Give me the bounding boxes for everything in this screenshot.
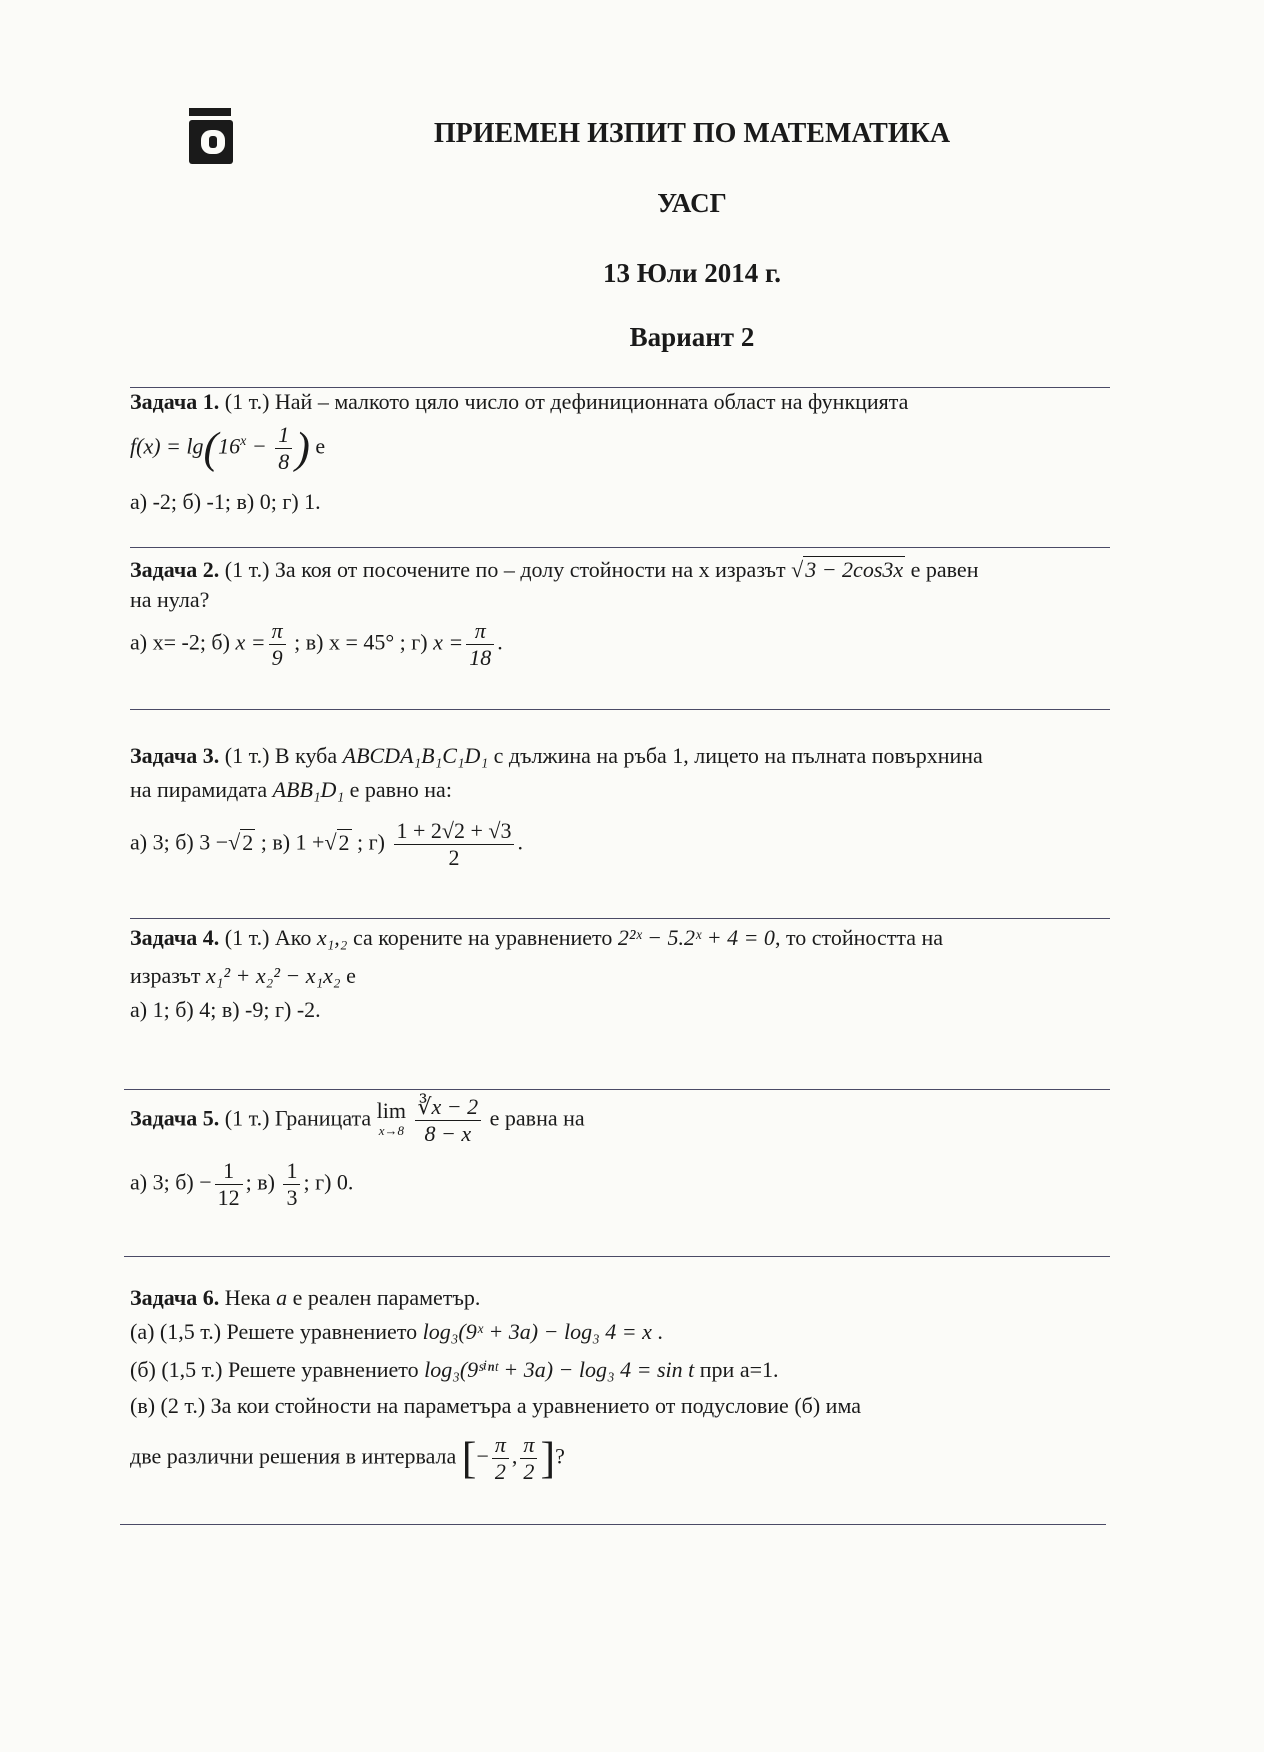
answer-options: а) 1; б) 4; в) -9; г) -2. [130,997,321,1022]
institution: УАСГ [657,188,727,218]
problem-label: Задача 3. [130,743,220,768]
divider [124,1256,1110,1257]
divider [124,1089,1110,1090]
answer-options: а) 3; б) − $\frac{1}{12}$ ; в) $\frac{1}{3}$ ; г) 0. [130,1158,354,1210]
exam-date: 13 Юли 2014 г. [603,258,781,288]
subproblem-c-interval: две различни решения в интервала [− $\frac{\pi}{2}$ , $\frac{\pi}{2}$ ]? [130,1432,565,1484]
divider [120,1524,1106,1525]
problem-points: (1 т.) [224,743,270,768]
divider [130,918,1110,919]
problem-points: (1 т.) [224,557,270,582]
answer-options: а) -2; б) -1; в) 0; г) 1. [130,489,321,514]
problem-text: Най – малкото цяло число от дефиниционната област на функцията [274,389,909,414]
subproblem-b: (б) (1,5 т.) Решете уравнението log₃(9ˢⁱⁿᵗ + 3a) − log₃ 4 = sin t при a=1. [130,1357,779,1382]
problem-label: Задача 2. [130,557,220,582]
problem-label: Задача 5. [130,1105,220,1131]
divider [130,547,1110,548]
divider [130,709,1110,710]
subproblem-a: (а) (1,5 т.) Решете уравнението log₃(9ˣ + 3a) − log₃ 4 = x . [130,1319,663,1344]
answer-options: а) x= -2; б) x = $\frac{\pi}{9}$ ; в) x = 45° ; г) x = $\frac{\pi}{18}$ . [130,618,503,670]
problem-points: (1 т.) [224,389,270,414]
problem-points: (1 т.) [224,925,270,950]
exam-title: ПРИЕМЕН ИЗПИТ ПО МАТЕМАТИКА [433,118,951,149]
problem-label: Задача 4. [130,925,220,950]
problem-label: Задача 6. [130,1285,220,1310]
problem-text: За коя от посочените по – долу стойности на x изразът [274,557,786,582]
exam-variant: Вариант 2 [629,322,755,352]
problem-label: Задача 1. [130,389,220,414]
problem-formula: $f(x) = \lg(16^x$ − $\frac{1}{8}$ ) е [130,422,326,474]
answer-options: а) 3; б) 3 −√2 ; в) 1 +√2 ; г) $\frac{1 + 2√2 + √3}{2}$ . [130,818,523,870]
subproblem-c: (в) (2 т.) За кои стойности на параметъра a уравнението от подусловие (б) има [130,1393,861,1418]
problem-expression: √3 − 2cos3x [791,557,904,582]
problem-points: (1 т.) [224,1105,270,1131]
